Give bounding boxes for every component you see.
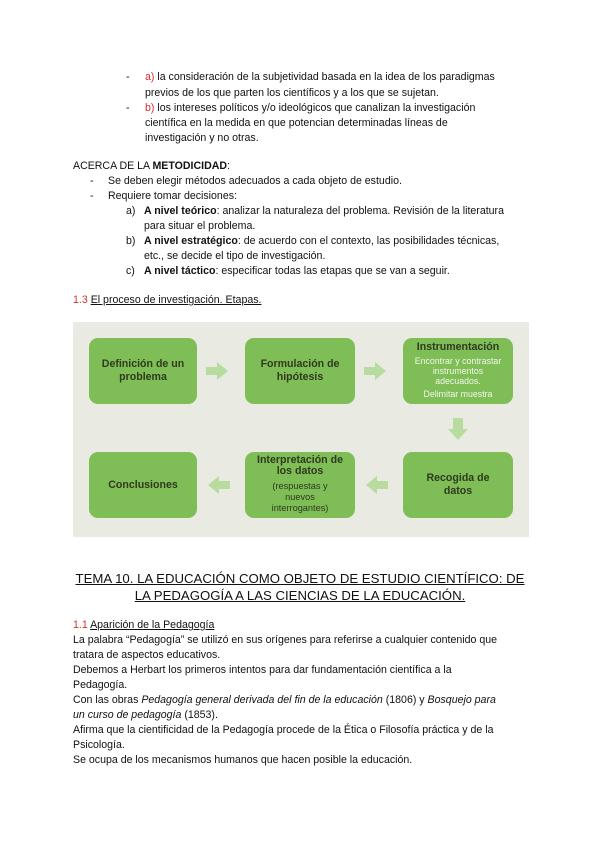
stage-recogida <box>403 452 513 518</box>
stage-definicion <box>89 338 197 404</box>
arrow-right-icon <box>364 362 386 380</box>
decision-label: A nivel teórico <box>144 205 217 217</box>
bullet-dash: - <box>90 175 94 187</box>
book-title: un curso de pedagogía <box>73 709 182 721</box>
stage-formulacion <box>245 338 355 404</box>
heading-bold: METODICIDAD <box>152 160 228 172</box>
decision-text: : analizar la naturaleza del problema. Revisión de la literatura <box>216 205 504 217</box>
stage-detail: nuevos <box>285 492 315 502</box>
stage-detail: Delimitar muestra <box>423 389 493 399</box>
stage-label: los datos <box>276 465 324 477</box>
arrow-right-icon <box>206 362 228 380</box>
decision-label: A nivel estratégico <box>144 235 238 247</box>
stage-detail: interrogantes) <box>271 503 329 513</box>
paragraph-line: Se ocupa de los mecanismos humanos que hacen posible la educación. <box>73 754 413 766</box>
metodicidad-bullet: Se deben elegir métodos adecuados a cada objeto de estudio. <box>108 175 402 187</box>
book-title: Pedagogía general derivada del fin de la educación <box>141 694 383 706</box>
item-marker: a) <box>145 71 155 83</box>
paradigm-item-b <box>145 101 475 116</box>
research-process-diagram <box>73 322 529 537</box>
book-title: Bosquejo para <box>427 694 496 706</box>
stage-label: hipótesis <box>276 371 324 383</box>
bullet-dash: - <box>90 190 94 202</box>
stage-label: Recogida de <box>426 472 490 484</box>
item-text: los intereses políticos y/o ideológicos que canalizan la investigación <box>154 102 476 114</box>
paragraph-line: La palabra “Pedagogía” se utilizó en sus orígenes para referirse a cualquier contenido que <box>73 634 498 646</box>
paragraph-line: Pedagogía. <box>73 679 128 691</box>
bullet-dash: - <box>126 71 130 83</box>
paragraph-line <box>73 693 496 708</box>
arrow-left-icon <box>366 476 388 494</box>
item-marker: b) <box>145 102 155 114</box>
decision-marker: a) <box>126 205 136 217</box>
decision-item <box>144 264 450 279</box>
stage-label: Definición de un problema <box>101 358 185 383</box>
paradigm-item-a <box>145 70 495 85</box>
paradigm-item-b-cont: investigación y no otras. <box>145 132 259 144</box>
paradigm-item-a-cont: previos de los que parten los científicos y a los que se sujetan. <box>145 87 439 99</box>
metodicidad-bullet: Requiere tomar decisiones: <box>108 190 237 202</box>
heading-suffix: : <box>227 160 230 172</box>
stage-detail: adecuados. <box>435 376 481 386</box>
stage-label: datos <box>443 485 473 497</box>
decision-marker: b) <box>126 235 136 247</box>
stage-label: Conclusiones <box>108 478 178 491</box>
section-heading-1-1 <box>73 618 214 633</box>
paradigm-item-b-cont: científica en la medida en que potencian determinadas líneas de <box>145 117 448 129</box>
metodicidad-heading <box>73 159 230 174</box>
section-number: 1.1 <box>73 619 88 631</box>
section-title: El proceso de investigación. Etapas. <box>90 294 262 306</box>
section-heading-1-3 <box>73 293 261 308</box>
decision-text: : de acuerdo con el contexto, las posibilidades técnicas, <box>237 235 500 247</box>
stage-conclusiones <box>89 452 197 518</box>
section-title: Aparición de la Pedagogía <box>90 619 215 631</box>
stage-detail: Encontrar y contrastar <box>414 356 502 366</box>
stage-instrumentacion <box>403 338 513 404</box>
stage-label: Instrumentación <box>416 341 500 353</box>
text-run: (1806) y <box>382 694 428 706</box>
arrow-left-icon <box>208 476 230 494</box>
item-text: la consideración de la subjetividad basada en la idea de los paradigmas <box>154 71 495 83</box>
decision-label: A nivel táctico <box>144 265 216 277</box>
paragraph-line: Psicología. <box>73 739 125 751</box>
paragraph-line: tratara de aspectos educativos. <box>73 649 221 661</box>
paragraph-line: Debemos a Herbart los primeros intentos para dar fundamentación científica a la <box>73 664 452 676</box>
stage-label: Interpretación de <box>257 454 343 466</box>
decision-item <box>144 204 504 219</box>
section-number: 1.3 <box>73 294 88 306</box>
chapter-title-line2: LA PEDAGOGÍA A LAS CIENCIAS DE LA EDUCACIÓN. <box>134 588 466 603</box>
stage-detail: instrumentos <box>432 366 484 376</box>
paragraph-line: Afirma que la cientificidad de la Pedagogía procede de la Ética o Filosofía práctica y de la <box>73 724 494 736</box>
decision-item <box>144 234 499 249</box>
arrow-down-icon <box>448 418 468 440</box>
bullet-dash: - <box>126 102 130 114</box>
decision-item-cont: para situar el problema. <box>144 220 256 232</box>
heading-prefix: ACERCA DE LA <box>73 160 153 172</box>
text-run: (1853). <box>181 709 218 721</box>
stage-label: Formulación de <box>260 358 340 370</box>
paragraph-line <box>73 708 218 723</box>
chapter-title-line1: TEMA 10. LA EDUCACIÓN COMO OBJETO DE ESTUDIO CIENTÍFICO: DE <box>75 571 525 586</box>
stage-interpretacion <box>245 452 355 518</box>
text-run: Con las obras <box>73 694 142 706</box>
decision-text: : especificar todas las etapas que se van a seguir. <box>215 265 450 277</box>
decision-item-cont: etc., se decide el tipo de investigación. <box>144 250 326 262</box>
decision-marker: c) <box>126 265 135 277</box>
stage-detail: (respuestas y <box>272 481 328 491</box>
